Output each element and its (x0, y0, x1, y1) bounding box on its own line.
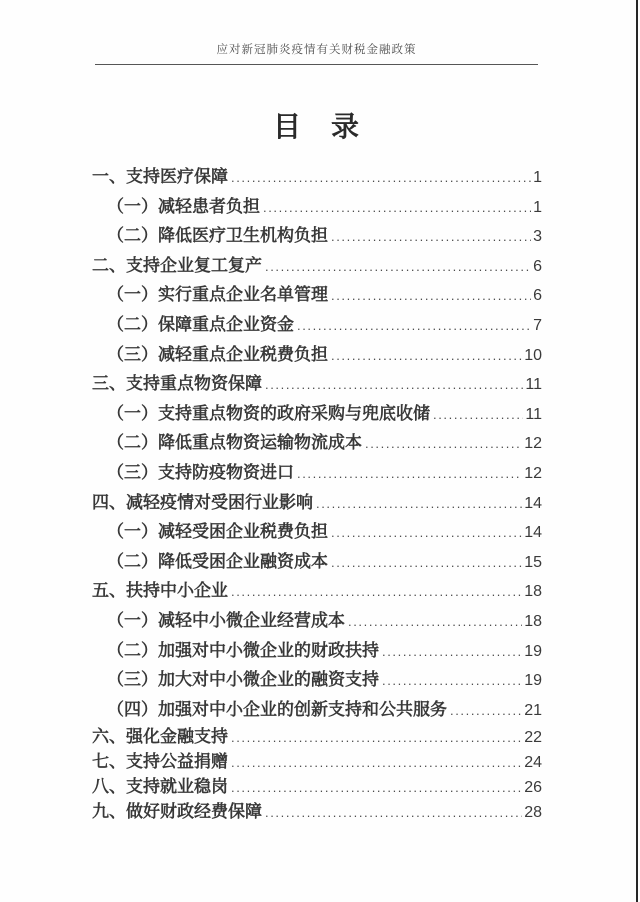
toc-entry (92, 489, 542, 519)
toc-page-number: 24 (524, 754, 542, 772)
toc-entry-label: （一）实行重点企业名单管理 (107, 285, 328, 305)
toc-page-number: 19 (524, 672, 542, 690)
toc-leader-dots (331, 519, 522, 548)
toc-page-number: 1 (533, 169, 542, 186)
toc-leader-dots (263, 194, 531, 223)
running-header (95, 0, 538, 65)
toc-entry-label: （二）保障重点企业资金 (107, 314, 294, 334)
toc-leader-dots (433, 401, 523, 430)
toc-entry-label: 七、支持公益捐赠 (92, 752, 228, 772)
toc-entry (92, 518, 542, 548)
toc-entry (92, 429, 542, 459)
toc-entry (92, 725, 542, 750)
toc-page-number: 6 (533, 257, 542, 275)
toc-entry (92, 775, 542, 800)
toc-entry-label: 一、支持医疗保障 (92, 167, 228, 186)
toc-entry (92, 666, 542, 696)
toc-leader-dots (265, 371, 523, 400)
toc-page-number: 11 (525, 405, 542, 423)
toc-leader-dots (231, 776, 522, 800)
toc-leader-dots (297, 312, 531, 341)
toc-page-number: 11 (525, 376, 542, 394)
toc-leader-dots (382, 667, 522, 696)
toc-entry-label: 三、支持重点物资保障 (92, 374, 262, 394)
toc-entry (92, 193, 542, 223)
toc-entry-label: （一）减轻受困企业税费负担 (107, 522, 328, 542)
toc-leader-dots (365, 430, 522, 459)
toc-page-number: 10 (524, 346, 542, 364)
toc-leader-dots (331, 342, 522, 371)
toc-leader-dots (265, 801, 522, 825)
toc-entry-label: （一）减轻中小微企业经营成本 (107, 610, 345, 630)
toc-entry (92, 311, 542, 341)
toc-leader-dots (231, 164, 531, 193)
toc-entry (92, 370, 542, 400)
toc-entry-label: （一）支持重点物资的政府采购与兜底收储 (107, 403, 430, 423)
toc-entry (92, 750, 542, 775)
toc-page-number: 7 (533, 316, 542, 334)
toc-entry-label: 九、做好财政经费保障 (92, 802, 262, 822)
toc-page-number: 19 (524, 642, 542, 660)
toc-page-number: 14 (524, 494, 542, 512)
toc-leader-dots (265, 253, 531, 282)
toc-page-number: 3 (533, 228, 542, 246)
toc-entry (92, 637, 542, 667)
toc-entry-label: （二）降低医疗卫生机构负担 (107, 226, 328, 246)
toc-leader-dots (231, 578, 522, 607)
toc-page-number: 12 (524, 464, 542, 482)
toc-leader-dots (231, 726, 522, 750)
toc-page-number: 18 (524, 612, 542, 630)
page-title: 目 录 (272, 111, 360, 142)
toc-entry-label: 五、扶持中小企业 (92, 581, 228, 601)
toc-entry (92, 607, 542, 637)
toc-entry (92, 341, 542, 371)
toc-leader-dots (316, 490, 522, 519)
toc-leader-dots (297, 460, 522, 489)
toc-leader-dots (331, 549, 522, 578)
toc-entry (92, 459, 542, 489)
toc-entry (92, 548, 542, 578)
toc-page-number: 28 (524, 804, 542, 822)
toc-entry-label: （二）降低重点物资运输物流成本 (107, 433, 362, 453)
toc-entry (92, 800, 542, 825)
toc-leader-dots (231, 751, 522, 775)
toc-entry-label: （四）加强对中小企业的创新支持和公共服务 (107, 699, 447, 719)
toc-leader-dots (348, 608, 522, 637)
toc-leader-dots (331, 223, 531, 252)
toc-page-number: 6 (533, 287, 542, 305)
toc-entry (92, 281, 542, 311)
toc-entry-label: （二）加强对中小微企业的财政扶持 (107, 640, 379, 660)
running-header-text: 应对新冠肺炎疫情有关财税金融政策 (216, 44, 417, 56)
toc-entry-label: （三）加大对中小微企业的融资支持 (107, 670, 379, 690)
toc-entry-label: 八、支持就业稳岗 (92, 777, 228, 797)
toc-entry (92, 222, 542, 252)
toc-page-number: 14 (524, 524, 542, 542)
toc-entry (92, 696, 542, 726)
toc-entry-label: 四、减轻疫情对受困行业影响 (92, 492, 313, 512)
toc-leader-dots (331, 282, 531, 311)
toc-leader-dots (382, 638, 522, 667)
toc-list (92, 163, 542, 825)
toc-entry-label: （一）减轻患者负担 (107, 196, 260, 216)
toc-page-number: 26 (524, 779, 542, 797)
scan-edge-line (636, 0, 638, 902)
toc-entry (92, 163, 542, 193)
toc-page-number: 1 (533, 198, 542, 216)
toc-entry (92, 400, 542, 430)
toc-page-number: 15 (524, 553, 542, 571)
toc-entry-label: （二）降低受困企业融资成本 (107, 551, 328, 571)
toc-page-number: 22 (524, 729, 542, 747)
toc-page-number: 18 (524, 583, 542, 601)
toc-entry-label: 二、支持企业复工复产 (92, 255, 262, 275)
toc-page-number: 21 (524, 701, 542, 719)
toc-page-number: 12 (524, 435, 542, 453)
toc-entry (92, 252, 542, 282)
toc-entry (92, 577, 542, 607)
toc-entry-label: （三）支持防疫物资进口 (107, 462, 294, 482)
toc-entry-label: 六、强化金融支持 (92, 727, 228, 747)
toc-leader-dots (450, 697, 522, 726)
toc-entry-label: （三）减轻重点企业税费负担 (107, 344, 328, 364)
